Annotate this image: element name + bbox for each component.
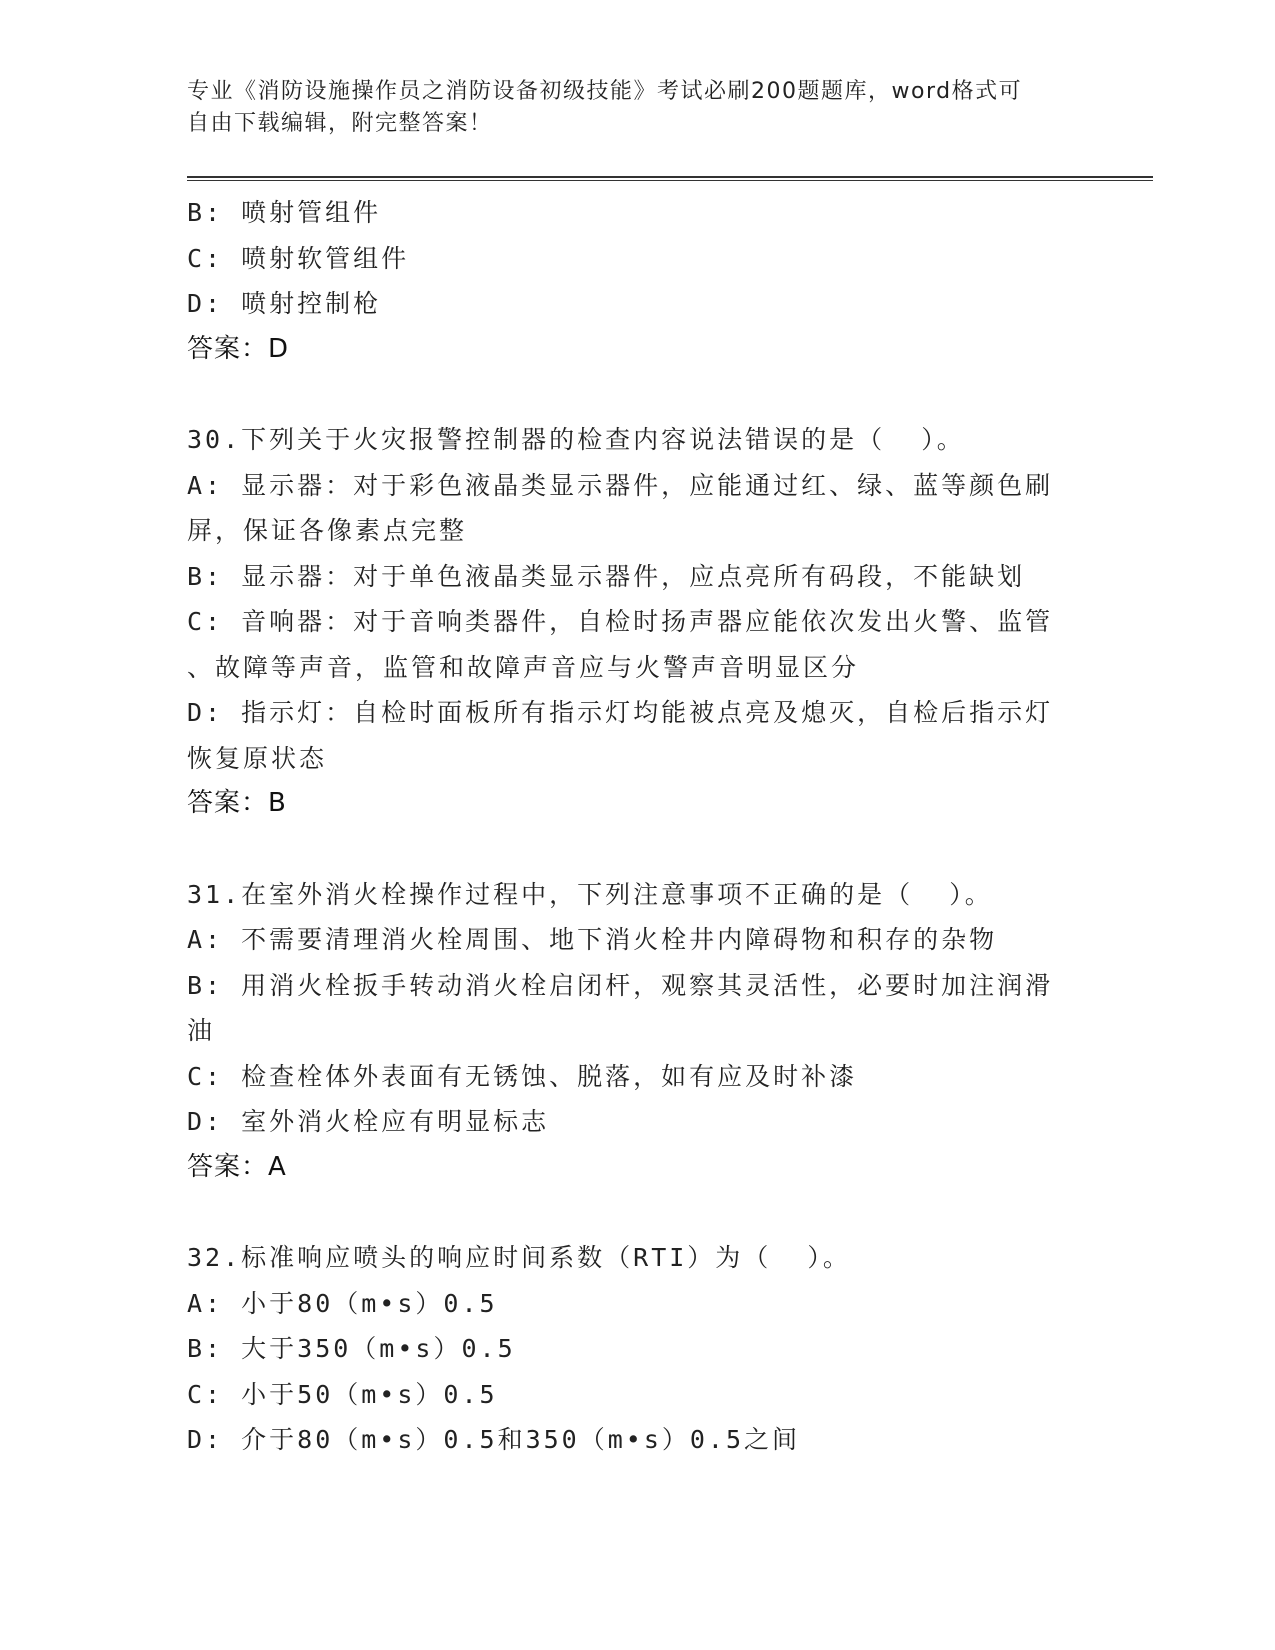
option-c: C: 小于50（m•s）0.5 [187,1379,498,1409]
question-32 [187,1235,1087,1463]
answer: 答案：A [187,1151,287,1182]
option-a-continued: 屏，保证各像素点完整 [187,516,468,545]
header-divider [187,176,1153,181]
option-d: D: 室外消火栓应有明显标志 [187,1107,550,1136]
question-30 [187,417,1087,827]
answer: 答案：D [187,333,290,364]
option-c: C: 检查栓体外表面有无锈蚀、脱落，如有应及时补漆 [187,1061,858,1091]
option-c: C: 喷射软管组件 [187,243,410,273]
header-line-2: 自由下载编辑，附完整答案！ [187,111,493,136]
option-b: B: 用消火栓扳手转动消火栓启闭杆，观察其灵活性，必要时加注润滑 [187,970,1054,1000]
option-b: B: 喷射管组件 [187,198,382,227]
option-b-continued: 油 [187,1016,216,1045]
option-d-continued: 恢复原状态 [187,743,328,773]
question-29 [187,190,1087,372]
document-header [187,76,1067,140]
option-d: D: 指示灯：自检时面板所有指示灯均能被点亮及熄灭，自检后指示灯 [187,698,1054,727]
option-b: B: 显示器：对于单色液晶类显示器件，应点亮所有码段，不能缺划 [187,561,1026,591]
question-list [187,190,1087,1463]
option-c-continued: 、故障等声音，监管和故障声音应与火警声音明显区分 [187,652,860,682]
option-d: D: 喷射控制枪 [187,289,382,318]
question-text: 31.在室外消火栓操作过程中，下列注意事项不正确的是（ ）。 [187,879,993,909]
question-31 [187,872,1087,1191]
option-c: C: 音响器：对于音响类器件，自检时扬声器应能依次发出火警、监管 [187,607,1054,636]
option-a: A: 显示器：对于彩色液晶类显示器件，应能通过红、绿、蓝等颜色刷 [187,470,1054,500]
spacer [187,827,1087,872]
spacer [187,1190,1087,1235]
option-d: D: 介于80（m•s）0.5和350（m•s）0.5之间 [187,1425,801,1454]
answer: 答案：B [187,788,287,818]
header-line-1: 专业《消防设施操作员之消防设备初级技能》考试必刷200题题库，word格式可 [187,79,1023,104]
option-b: B: 大于350（m•s）0.5 [187,1334,516,1363]
option-a: A: 小于80（m•s）0.5 [187,1288,498,1318]
question-text: 32.标准响应喷头的响应时间系数（RTI）为（ ）。 [187,1243,851,1272]
spacer [187,372,1087,417]
question-text: 30.下列关于火灾报警控制器的检查内容说法错误的是（ ）。 [187,425,965,454]
option-a: A: 不需要清理消火栓周围、地下消火栓井内障碍物和积存的杂物 [187,925,998,954]
